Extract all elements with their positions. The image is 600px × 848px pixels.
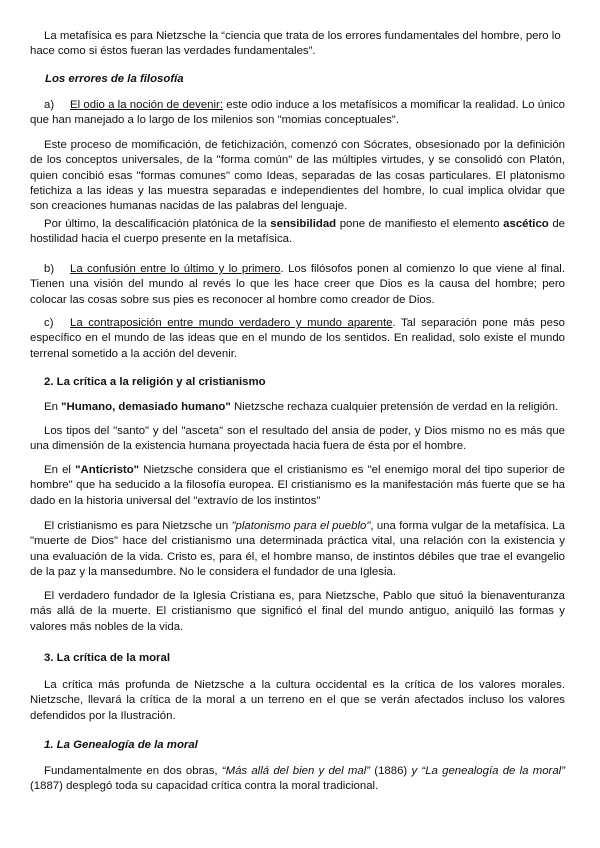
section-heading-religion: 2. La crítica a la religión y al cristianismo <box>44 376 266 388</box>
list-title-a: El odio a la noción de devenir: <box>70 99 223 111</box>
list-item-b: b) La confusión entre lo último y lo primero. Los filósofos ponen al comienzo lo que viene al final. Tienen una visión del mundo al revés lo que les hace creer que Dios es la causa del hombre; pero colocar las cosas sobre sus pies es reconocer al hombre como creador de Dios. <box>30 263 566 306</box>
list-title-b: La confusión entre lo último y lo primero <box>70 263 281 275</box>
list-label-a: a) <box>44 99 55 111</box>
paragraph-proceso: Este proceso de momificación, de fetichización, comenzó con Sócrates, obsesionado por la definición de los conceptos universales, de la "forma común" de las múltiples virtudes, y se consolidó con Platón, quien concibió esas "formas comunes" como Ideas, separadas de las cosas particulares. El platonismo fetichiza a las ideas y las muestra separadas e independientes del hombre, lo cual implica olvidar que son creaciones humanas nacidas de las palabras del lenguaje. <box>30 139 565 213</box>
section-heading-errores: Los errores de la filosofía <box>45 73 184 85</box>
paragraph-obras: Fundamentalmente en dos obras, “Más allá del bien y del mal” (1886) y “La genealogía de la moral” (1887) desplegó toda su capacidad crítica contra la moral tradicional. <box>30 765 566 793</box>
section-heading-moral: 3. La crítica de la moral <box>44 652 170 664</box>
paragraph-tipos: Los tipos del "santo" y del "asceta" son el resultado del ansia de poder, y Dios mismo no es más que una dimensión de la existencia humana proyectada hacia fuera de ésta por el hombre. <box>30 425 565 453</box>
paragraph-platonismo: El cristianismo es para Nietzsche un "platonismo para el pueblo", una forma vulgar de la metafísica. La "muerte de Dios" hace del cristianismo una determinada práctica vital, una relación con la existencia y una evaluación de la vida. Cristo es, para él, el hombre manso, de instintos débiles que trae el evangelio de la paz y la mansedumbre. No le considera el fundador de una Iglesia. <box>30 520 565 578</box>
paragraph-humano: En "Humano, demasiado humano" Nietzsche rechaza cualquier pretensión de verdad en la religión. <box>44 401 559 413</box>
paragraph-intro: La metafísica es para Nietzsche la “ciencia que trata de los errores fundamentales del hombre, pero lo hace como si éstos fueran las verdades fundamentales”. <box>30 30 561 58</box>
list-title-c: La contraposición entre mundo verdadero y mundo aparente <box>70 317 393 329</box>
paragraph-critica: La crítica más profunda de Nietzsche a la cultura occidental es la crítica de los valores morales. Nietzsche, llevará la crítica de la moral a un terreno en el que se verán afectados incluso los valores defendidos por la Ilustración. <box>30 679 565 722</box>
paragraph-ultimo: Por último, la descalificación platónica de la sensibilidad pone de manifiesto el elemento ascético de hostilidad hacia el cuerpo presente en la metafísica. <box>30 218 565 246</box>
list-label-c: c) <box>44 317 54 329</box>
list-item-c: c) La contraposición entre mundo verdadero y mundo aparente. Tal separación pone más peso específico en el mundo de las ideas que en el mundo de los sentidos. En realidad, solo existe el mundo terrenal sometido a la acción del devenir. <box>30 317 565 360</box>
section-heading-genealogia: 1. La Genealogía de la moral <box>44 739 198 751</box>
list-item-a: a) El odio a la noción de devenir: este odio induce a los metafísicos a momificar la realidad. Lo único que han manejado a lo largo de los milenios son "momias conceptuales". <box>30 99 565 127</box>
paragraph-anticristo: En el "Anticristo" Nietzsche considera que el cristianismo es "el enemigo moral del tipo superior de hombre" que ha seducido a la filosofía europea. El cristianismo es la manifestación más fuerte que se ha dado en la historia universal del "extravío de los instintos" <box>30 464 565 507</box>
list-label-b: b) <box>44 263 55 275</box>
paragraph-fundador: El verdadero fundador de la Iglesia Cristiana es, para Nietzsche, Pablo que situó la bienaventuranza más allá de la muerte. El cristianismo que significó el final del mundo antiguo, aniquiló las formas y valores más nobles de la vida. <box>30 590 565 633</box>
